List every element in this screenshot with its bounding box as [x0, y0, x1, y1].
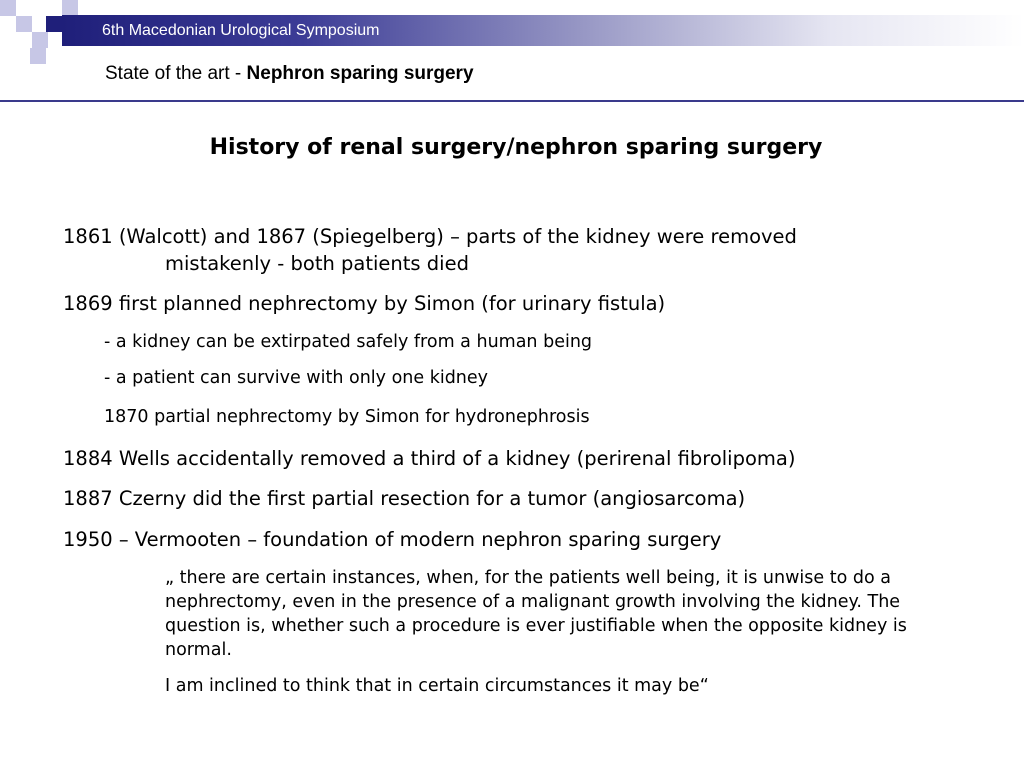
- subtitle-topic: Nephron sparing surgery: [246, 63, 474, 84]
- header-divider: [0, 100, 1024, 102]
- subitem-one-kidney: - a patient can survive with only one kidney: [104, 368, 489, 388]
- item-walcott: 1861 (Walcott) and 1867 (Spiegelberg) – parts of the kidney were removed: [63, 225, 797, 248]
- square-light: [0, 0, 16, 16]
- symposium-title: 6th Macedonian Urological Symposium: [102, 22, 380, 39]
- square-light: [62, 0, 78, 16]
- subitem-kidney-safe: - a kidney can be extirpated safely from a human being: [104, 332, 593, 352]
- square-light: [30, 48, 46, 64]
- item-czerny-1887: 1887 Czerny did the first partial resection for a tumor (angiosarcoma): [63, 487, 746, 510]
- item-wells-1884: 1884 Wells accidentally removed a third of a kidney (perirenal fibrolipoma): [63, 447, 796, 470]
- item-simon-1869: 1869 first planned nephrectomy by Simon (for urinary fistula): [63, 292, 666, 315]
- slide-heading: History of renal surgery/nephron sparing surgery: [209, 135, 823, 160]
- vermooten-quote: „ there are certain instances, when, for the patients well being, it is unwise to do a nephrectomy, even in the presence of a malignant growth involving the kidney. The question is, whether such a procedure is ever justifiable when the opposite kidney is normal.: [165, 568, 907, 660]
- subtitle-prefix: State of the art -: [105, 63, 247, 84]
- slide-subtitle: [105, 62, 474, 86]
- subitem-partial-1870: 1870 partial nephrectomy by Simon for hydronephrosis: [104, 407, 590, 427]
- square-light: [16, 16, 32, 32]
- item-walcott-continued: mistakenly - both patients died: [165, 252, 469, 275]
- square-dark: [46, 16, 62, 32]
- item-vermooten-1950: 1950 – Vermooten – foundation of modern nephron sparing surgery: [63, 528, 722, 551]
- vermooten-quote-closing: I am inclined to think that in certain circumstances it may be“: [165, 676, 709, 696]
- square-light: [32, 32, 48, 48]
